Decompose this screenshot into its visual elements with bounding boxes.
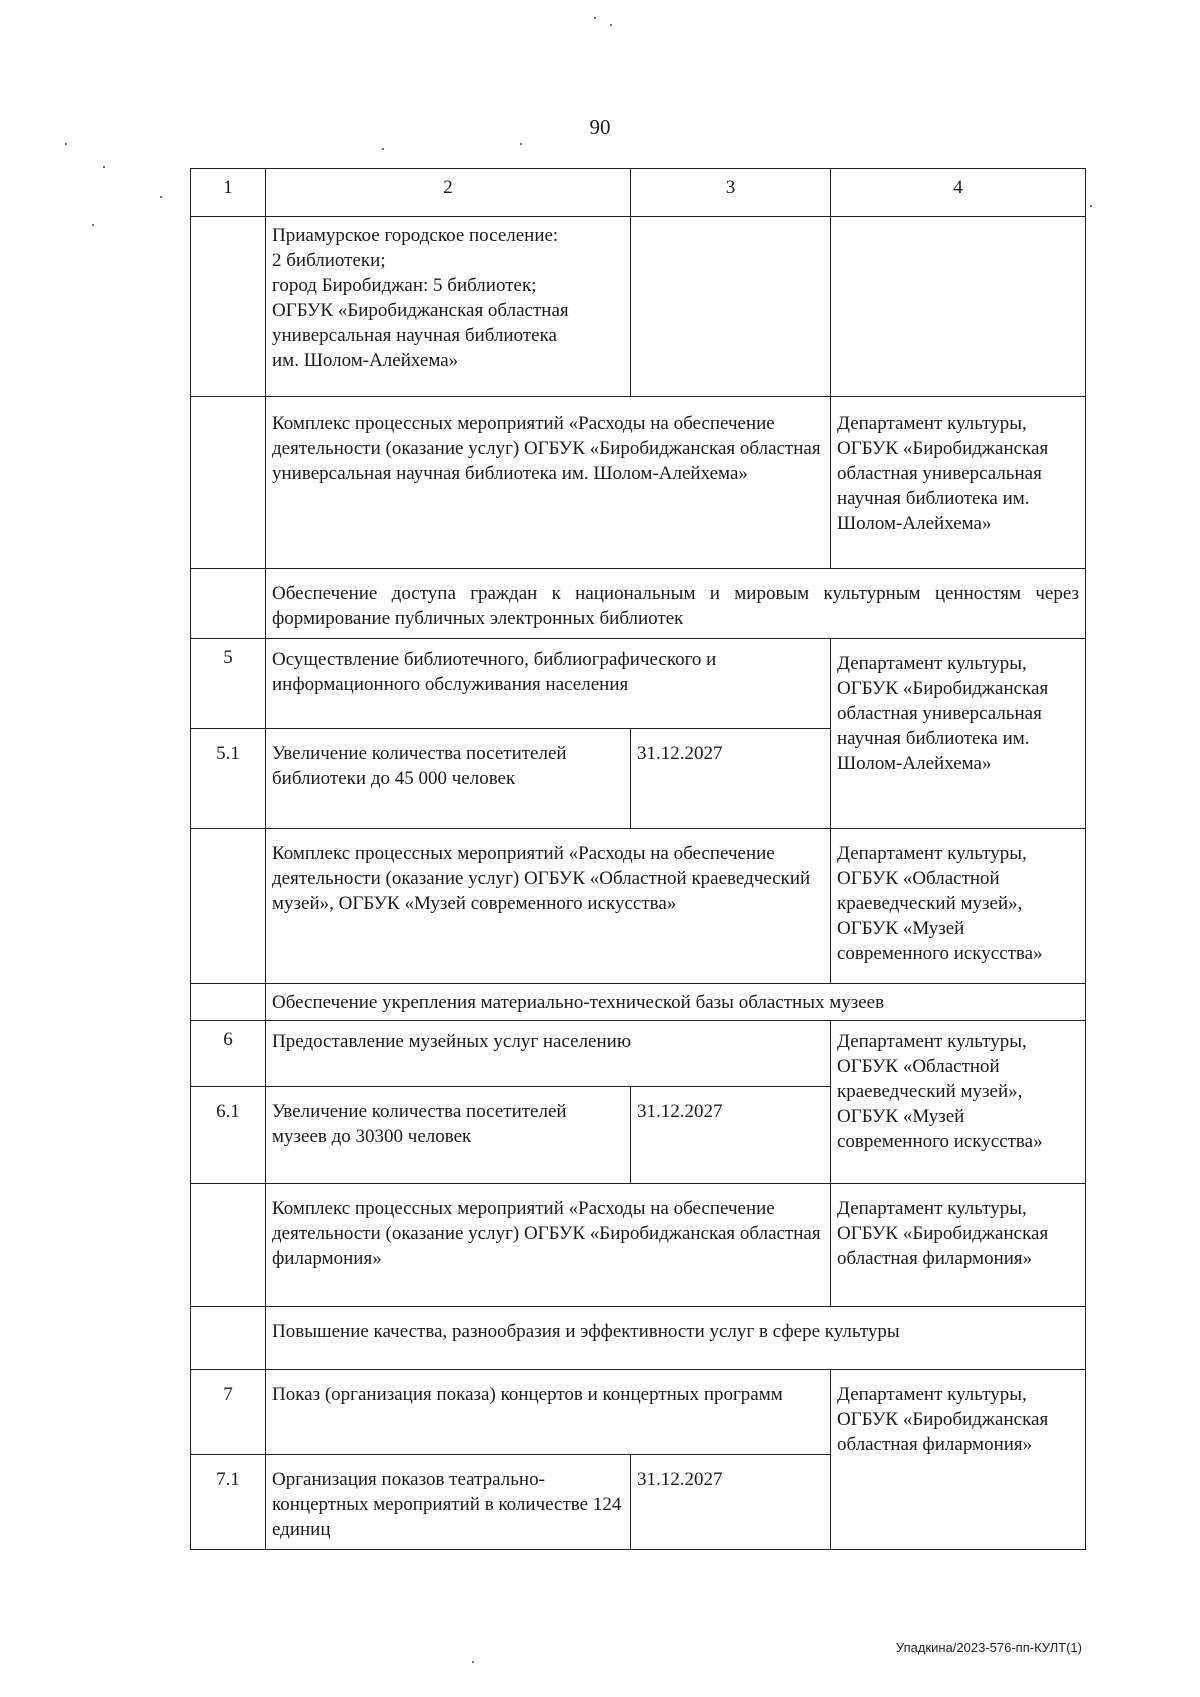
table-row <box>191 1021 1086 1087</box>
row-number: 7 <box>191 1370 266 1455</box>
responsible-text: Департамент культуры, ОГБУК «Биробиджанская областная универсальная научная библиотека им. Шолом-Алейхема» <box>831 397 1086 569</box>
table-row <box>191 397 1086 569</box>
task-text: Обеспечение доступа граждан к национальным и мировым культурным ценностям через формирование публичных электронных библиотек <box>266 569 1086 639</box>
table-row <box>191 1307 1086 1370</box>
row-text-cell <box>266 217 631 397</box>
header-col-2: 2 <box>266 169 631 217</box>
text-line: универсальная научная библиотека <box>272 325 557 346</box>
scan-speck <box>92 224 94 226</box>
text-line: им. Шолом-Алейхема» <box>272 350 459 371</box>
row-number-cell <box>191 397 266 569</box>
scan-speck <box>610 24 612 26</box>
row-number-cell <box>191 569 266 639</box>
responsible-text: Департамент культуры, ОГБУК «Областной краеведческий музей», ОГБУК «Музей современного искусства» <box>831 1021 1086 1184</box>
document-code: Упадкина/2023-576-пп-КУЛТ(1) <box>895 1640 1082 1655</box>
row-number-cell <box>191 217 266 397</box>
table-row <box>191 639 1086 729</box>
responsible-text: Департамент культуры, ОГБУК «Биробиджанская областная филармония» <box>831 1370 1086 1550</box>
page-number: 90 <box>589 115 611 139</box>
table-row <box>191 1184 1086 1307</box>
table-row <box>191 1370 1086 1455</box>
row-number: 6 <box>191 1021 266 1087</box>
table-row <box>191 829 1086 984</box>
indicator-text: Организация показов театрально-концертных мероприятий в количестве 124 единиц <box>266 1455 631 1550</box>
header-col-3: 3 <box>631 169 831 217</box>
row-number: 5.1 <box>191 729 266 829</box>
text-line: ОГБУК «Биробиджанская областная <box>272 300 569 321</box>
scan-speck <box>382 148 384 150</box>
scan-speck <box>160 196 162 198</box>
scan-speck <box>594 17 596 19</box>
header-col-1: 1 <box>191 169 266 217</box>
table-row <box>191 569 1086 639</box>
scan-speck <box>520 143 522 145</box>
complex-measure-text: Комплекс процессных мероприятий «Расходы на обеспечение деятельности (оказание услуг) ОГБУК «Биробиджанская областная универсальная научная библиотека им. Шолом-Алейхема» <box>266 397 831 569</box>
text-line: 2 библиотеки; <box>272 250 386 271</box>
measures-table <box>190 168 1086 1550</box>
table-row <box>191 217 1086 397</box>
scan-speck <box>472 1661 474 1663</box>
complex-measure-text: Комплекс процессных мероприятий «Расходы на обеспечение деятельности (оказание услуг) ОГБУК «Областной краеведческий музей», ОГБУК «Музей современного искусства» <box>266 829 831 984</box>
row-number-cell <box>191 829 266 984</box>
measure-text: Показ (организация показа) концертов и концертных программ <box>266 1370 831 1455</box>
row-date-cell <box>631 217 831 397</box>
row-number: 6.1 <box>191 1087 266 1184</box>
row-number-cell <box>191 1184 266 1307</box>
header-col-4: 4 <box>831 169 1086 217</box>
task-text: Повышение качества, разнообразия и эффективности услуг в сфере культуры <box>266 1307 1086 1370</box>
complex-measure-text: Комплекс процессных мероприятий «Расходы на обеспечение деятельности (оказание услуг) ОГБУК «Биробиджанская областная филармония» <box>266 1184 831 1307</box>
row-number: 5 <box>191 639 266 729</box>
scan-speck <box>103 166 105 168</box>
measure-text: Осуществление библиотечного, библиографического и информационного обслуживания населения <box>266 639 831 729</box>
deadline-date: 31.12.2027 <box>631 1087 831 1184</box>
table-header-row <box>191 169 1086 217</box>
text-line: город Биробиджан: 5 библиотек; <box>272 275 537 296</box>
table-row <box>191 984 1086 1021</box>
measure-text: Предоставление музейных услуг населению <box>266 1021 831 1087</box>
row-number: 7.1 <box>191 1455 266 1550</box>
scan-speck <box>1090 205 1092 207</box>
row-responsible-cell <box>831 217 1086 397</box>
indicator-text: Увеличение количества посетителей библиотеки до 45 000 человек <box>266 729 631 829</box>
deadline-date: 31.12.2027 <box>631 729 831 829</box>
scan-speck <box>65 143 67 145</box>
text-line: Приамурское городское поселение: <box>272 225 559 246</box>
responsible-text: Департамент культуры, ОГБУК «Биробиджанская областная универсальная научная библиотека им. Шолом-Алейхема» <box>831 639 1086 829</box>
indicator-text: Увеличение количества посетителей музеев до 30300 человек <box>266 1087 631 1184</box>
row-number-cell <box>191 984 266 1021</box>
row-number-cell <box>191 1307 266 1370</box>
deadline-date: 31.12.2027 <box>631 1455 831 1550</box>
task-text: Обеспечение укрепления материально-технической базы областных музеев <box>266 984 1086 1021</box>
responsible-text: Департамент культуры, ОГБУК «Областной краеведческий музей», ОГБУК «Музей современного искусства» <box>831 829 1086 984</box>
responsible-text: Департамент культуры, ОГБУК «Биробиджанская областная филармония» <box>831 1184 1086 1307</box>
